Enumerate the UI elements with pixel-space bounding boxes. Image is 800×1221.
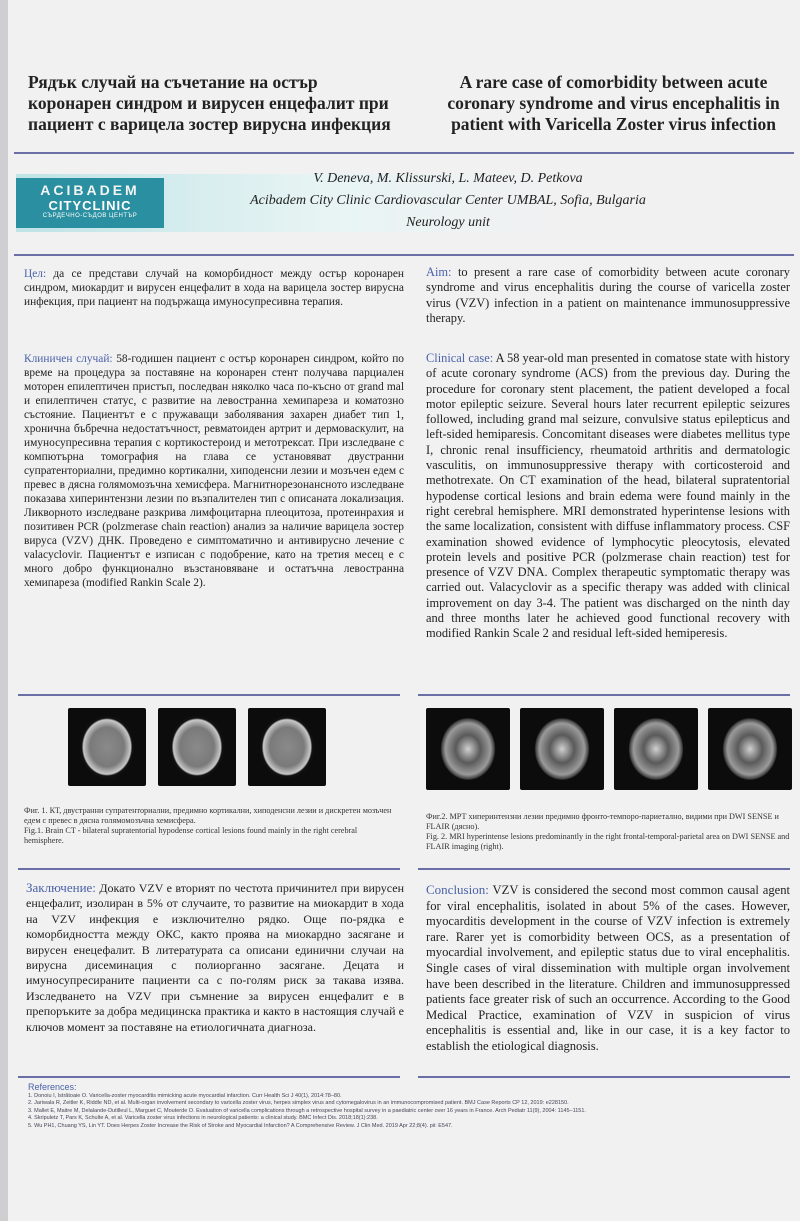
reference-item: 1. Donoiu I, Istrătoaie O. Varicella-zoster myocarditis mimicking acute myocardial infarction. Curr Health Sci J 40(1), 2014:78–80.	[28, 1093, 342, 1099]
divider	[18, 1076, 400, 1078]
logo-line3: СЪРДЕЧНО-СЪДОВ ЦЕНТЪР	[42, 213, 138, 219]
reference-item: 2. Jariwala R, Zeitler K, Riddle ND, et al. Multi-organ involvement secondary to varicella zoster virus, herpes simplex virus and cytomegalovirus in an immunocompromised patient. BMJ Case Reports CP 12, 2019: e228150.	[28, 1100, 569, 1107]
case-label-en: Clinical case:	[426, 351, 494, 365]
aim-label-bg: Цел:	[24, 268, 47, 280]
case-text-bg: 58-годишен пациент с остър коронарен синдром, който по време на процедура за поставяне на коронарен стент получава парциален моторен епилептичен пристъп, последван няколко часа по-късно от grand mal и епилептичен статус, с развитие на левостранна хемипареза и коматозно състояние. Пациентът е с пружаващи заболявания захарен диабет тип 1, хронична бъбречна недостатъчност, ревматоиден артрит и дермоваскулит, на имуносупресивна терапия с кортикостероид и метотрексат. При изследване с компютърна томография на глава се установяват двустранни супратенториални, предимно кортикални, хиподенсни лезии и мозъчен едем с превес в дясна голямомозъчна хемисфера. Магнитнорезонансното изследване показава хиперинтензни лезии по възпалителен тип с описаната локализация. Ликворното изследване разкрива лимфоцитарна плеоцитоза, протеинрахия и позитивен PCR (polzmerase chain reaction) анализ за наличие варицела зостер вируса (VZV) ДНК. Проведено е симптоматично и антивирусно лечение с valacyclovir. Пациентът е изписан с подобрение, като на третия месец е с много добро функционално възстановяване и остатъчна левостранна хемипареза (modified Rankin Scale 2).	[24, 353, 404, 589]
divider	[418, 694, 790, 696]
ct-scan-image	[248, 708, 326, 786]
figure2-caption-bg: Фиг.2. МРТ хиперинтензни лезии предимно фронто-темпоро-париетално, видими при DWI SENSE и FLAIR (дясно).	[426, 812, 779, 831]
reference-item: 5. Wu PH1, Chuang YS, Lin YT. Does Herpes Zoster Increase the Risk of Stroke and Myocardial Infarction? A Comprehensive Review. J Clin Med. 2019 Apr 22;8(4). pii: E547.	[28, 1122, 453, 1129]
figure2-caption	[426, 812, 794, 852]
authors: V. Deneva, M. Klissurski, L. Mateev, D. Petkova	[313, 171, 583, 186]
logo-line2: CITYCLINIC	[48, 198, 132, 213]
ct-scan-image	[68, 708, 146, 786]
conclusion-english	[426, 882, 790, 1055]
poster	[8, 0, 800, 1221]
title-bulgarian: Рядък случай на съчетание на остър коронарен синдром и вирусен енцефалит при пациент с варицела зостер вирусна инфекция	[28, 72, 391, 134]
case-english	[426, 351, 790, 642]
conclusion-label-en: Conclusion:	[426, 882, 489, 897]
aim-text-bg: да се представи случай на коморбидност между остър коронарен синдром, миокардит и вирусен енцефалит в хода на варицела зостер вирусна инфекция, при пациент на подържаща имуносупресивна терапия.	[24, 268, 404, 308]
affiliation: Acibadem City Clinic Cardiovascular Center UMBAL, Sofia, Bulgaria	[250, 193, 646, 208]
mri-scan-image	[426, 708, 510, 790]
title-english: A rare case of comorbidity between acute coronary syndrome and virus encephalitis in patient with Varicella Zoster virus infection	[447, 72, 780, 134]
references	[28, 1082, 768, 1130]
ct-figures	[68, 708, 326, 786]
acibadem-logo	[16, 178, 164, 228]
logo-line1: ACIBADEM	[40, 182, 140, 198]
mri-scan-image	[614, 708, 698, 790]
figure1-caption-bg: Фиг. 1. КТ, двустранни супратенториални, предимно кортикални, хиподенсни лезии и дискретен мозъчен едем с превес в дясна голямомозъчна хемисфера.	[24, 806, 392, 825]
mri-figures	[426, 708, 792, 790]
reference-item: 3. Mallet E, Maitre M, Delalande-Dutilleul L, Marguet C, Mouterde O. Evaluation of varicella complications through a retrospective hospital survey in a paediatric center over 16 years in France. Arch Pediatr 11(9), 2004: 1145–1151.	[28, 1107, 586, 1114]
aim-text-en: to present a rare case of comorbidity between acute coronary syndrome and virus encephalitis during the course of varicella zoster virus (VZV) infection in a patient on maintenance immunosuppressive therapy.	[426, 265, 790, 325]
aim-bulgarian	[24, 267, 404, 309]
divider	[14, 254, 794, 256]
reference-item: 4. Skripuletz T, Pars K, Schulte A, et al. Varicella zoster virus infections in neurological patients: a clinical study. BMC Infect Dis. 2018;18(1):238.	[28, 1115, 378, 1122]
mri-scan-image	[520, 708, 604, 790]
mri-scan-image	[708, 708, 792, 790]
unit: Neurology unit	[406, 215, 490, 230]
references-heading: References:	[28, 1082, 77, 1092]
divider	[18, 694, 400, 696]
conclusion-label-bg: Заключение:	[26, 880, 96, 895]
ct-scan-image	[158, 708, 236, 786]
conclusion-text-bg: Докато VZV е вторият по честота причинител при вирусен енцефалит, изолиран в 5% от случаите, то развитие на миокардит в хода на VZV инфекция е изключително рядко. Още по-рядка е коморбидността между ОКС, както проява на миокардно засягане и вирусен енецефалит. В литературата са описани единични случаи на вирусна дисеминация с полиорганно засягане. Децата и имуносупресираните пациенти са с по-голям риск за такава изява. Изследването на VZV при съмнение за вирусен енцефалит е в препоръките за добра медицинска практика и както в настоящия случай е ключов момент за поставяне на етиологичната диагноза.	[26, 881, 404, 1034]
divider	[418, 868, 790, 870]
figure1-caption	[24, 806, 394, 846]
case-label-bg: Клиничен случай:	[24, 353, 113, 365]
divider	[14, 152, 794, 154]
divider	[418, 1076, 790, 1078]
aim-english	[426, 265, 790, 326]
conclusion-text-en: VZV is considered the second most common causal agent for viral encephalitis, isolated in about 5% of the cases. However, myocarditis development in the course of VZV infection is extremely rare. Rarer yet is comorbidity between OCS, as a presentation of myocardial involvement, and epileptic status due to viral encephalitis. Single cases of viral dissemination with multiple organ involvement have been described in the literature. Children and immunosuppressed patients face greater risk of such an occurrence. According to the Good Medical Practice, examination of VZV in suspicion of virus encephalitis is essential and, like in our case, it is a key factor to establish the etiological diagnosis.	[426, 883, 791, 1053]
case-text-en: A 58 year-old man presented in comatose state with history of acute coronary syndrome (ACS) from the previous day. During the procedure for coronary stent placement, the patient developed a focal motor epileptic seizure. Several hours later recurrent epileptic seizures followed, including grand mal seizure, convulsive status epilepticus and left-sided hemiparesis. Concomitant diseases were diabetes mellitus type I, chronic renal insufficiency, rheumatoid arthritis and dermatologic vasculitis, on immunosuppressive therapy with corticosteroid and methotrexate. On CT examination of the head, bilateral supratentorial hypodense cortical lesions and brain edema were found mainly in the right cerebral hemisphere. MRI demonstrated hyperintense lesions with the same localization, consistent with diffuse inflammatory process. CSF examination showed evidence of lymphocytic pleocytosis, elevated protein levels and positive PCR (polzmerase chain reaction) test for presence of VZV DNA. Complex therapeutic symptomatic therapy was carried out. Valacyclovir as a specific therapy was added with clinical improvement on day 3-4. The patient was discharged on the ninth day and three months later he achieved good functional recovery with modified Rankin Scale 2 and residual left-sided hemiperesis.	[426, 351, 790, 641]
divider	[18, 868, 400, 870]
conclusion-bulgarian	[26, 880, 404, 1035]
case-bulgarian	[24, 352, 404, 590]
aim-label-en: Aim:	[426, 265, 452, 279]
figure1-caption-en: Fig.1. Brain CT - bilateral supratentorial hypodense cortical lesions found mainly in the right cerebral hemisphere.	[24, 826, 358, 845]
figure2-caption-en: Fig. 2. MRI hyperintense lesions predominantly in the right frontal-temporal-parietal area on DWI SENSE and FLAIR imaging (right).	[426, 832, 790, 851]
